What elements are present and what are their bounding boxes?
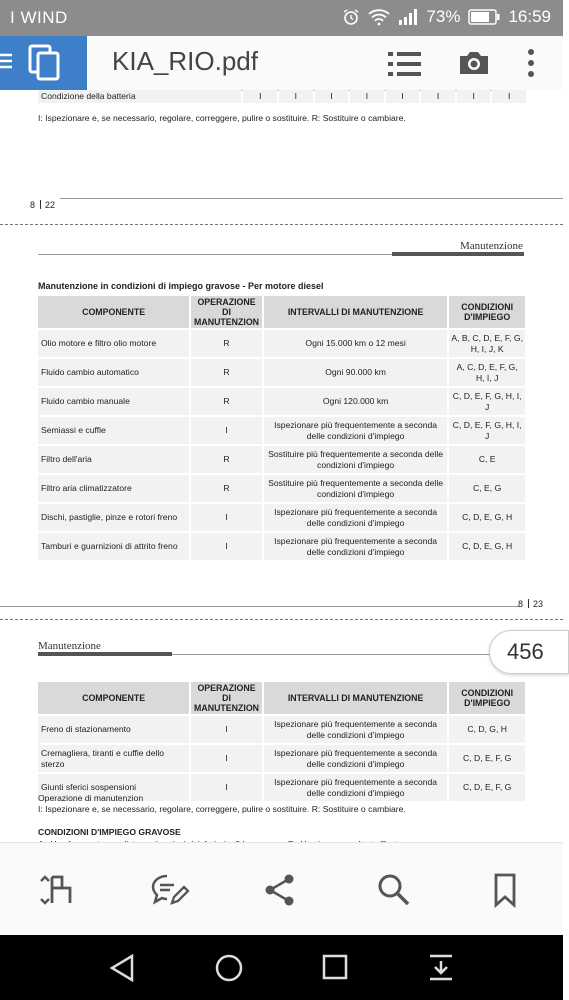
- cell-component: Giunti sferici sospensioni: [38, 774, 189, 801]
- alarm-icon: [342, 8, 360, 26]
- maintenance-table: [36, 680, 527, 803]
- table-row: [38, 359, 525, 386]
- cell-conditions: C, D, E, F, G: [449, 774, 525, 801]
- sidebar-toggle[interactable]: [0, 36, 87, 90]
- header-rule-thin: [172, 654, 525, 655]
- battery-icon: [468, 9, 500, 25]
- cell-component: Cremagliera, tiranti e cuffie dello sterzo: [38, 745, 189, 772]
- cell-component: Olio motore e filtro olio motore: [38, 330, 189, 357]
- table-row: [38, 716, 525, 743]
- conditions-title: CONDIZIONI D'IMPIEGO GRAVOSE: [38, 827, 181, 837]
- pdf-page-24: [0, 620, 563, 850]
- page-number: [30, 200, 55, 210]
- page-sub: 22: [45, 200, 56, 210]
- camera-icon[interactable]: [458, 50, 490, 76]
- cell-conditions: C, D, E, F, G, H, I, J: [449, 388, 525, 415]
- cell-interval: Sostituire più frequentemente a seconda delle condizioni d'impiego: [264, 475, 448, 502]
- table-row: [38, 330, 525, 357]
- page-indicator-number: 456: [507, 639, 544, 664]
- cell-interval: Ispezionare più frequentemente a seconda delle condizioni d'impiego: [264, 417, 448, 444]
- component-cell: Condizione della batteria: [38, 90, 241, 103]
- recents-icon[interactable]: [321, 953, 349, 981]
- cell-component: Filtro aria climatizzatore: [38, 475, 189, 502]
- system-navigation-bar: [0, 935, 563, 1000]
- cell-component: Freno di stazionamento: [38, 716, 189, 743]
- battery-percent: 73%: [426, 7, 461, 26]
- page-number: [518, 599, 543, 609]
- page-rule: [0, 606, 520, 607]
- maintenance-table-partial: [36, 88, 528, 105]
- section-header: Manutenzione: [38, 640, 101, 652]
- value-cell: I: [279, 90, 313, 103]
- cell-operation: I: [191, 716, 262, 743]
- pdf-page-22: [0, 90, 563, 215]
- cell-component: Tamburi e guarnizioni di attrito freno: [38, 533, 189, 560]
- page-rule: [60, 198, 563, 199]
- header-rule-thick: [392, 252, 524, 256]
- col-header: INTERVALLI DI MANUTENZIONE: [264, 296, 448, 328]
- legend-text: I: Ispezionare e, se necessario, regolare, correggere, pulire o sostituire. R: Sostituire o cambiare.: [38, 804, 406, 814]
- cell-operation: R: [191, 475, 262, 502]
- value-cell: I: [386, 90, 420, 103]
- cell-interval: Ispezionare più frequentemente a seconda delle condizioni d'impiego: [264, 533, 448, 560]
- cell-component: Filtro dell'aria: [38, 446, 189, 473]
- table-row: [38, 446, 525, 473]
- carrier-name: I WIND: [10, 8, 68, 27]
- value-cell: I: [421, 90, 455, 103]
- cell-operation: R: [191, 388, 262, 415]
- cell-interval: Ispezionare più frequentemente a seconda delle condizioni d'impiego: [264, 504, 448, 531]
- col-header: OPERAZIONE DI MANUTENZION: [191, 682, 262, 714]
- table-header-row: [38, 682, 525, 714]
- cell-conditions: C, D, E, F, G: [449, 745, 525, 772]
- cell-component: Fluido cambio automatico: [38, 359, 189, 386]
- list-icon[interactable]: [388, 50, 422, 78]
- cell-operation: I: [191, 504, 262, 531]
- pdf-page-23: [0, 225, 563, 609]
- wifi-icon: [368, 8, 390, 26]
- cell-interval: Sostituire più frequentemente a seconda delle condizioni d'impiego: [264, 446, 448, 473]
- cell-conditions: C, D, E, G, H: [449, 504, 525, 531]
- cell-operation: R: [191, 330, 262, 357]
- notifications-icon[interactable]: [427, 953, 455, 983]
- table-row: [38, 417, 525, 444]
- col-header: COMPONENTE: [38, 682, 189, 714]
- share-icon[interactable]: [263, 873, 297, 907]
- table-title: Manutenzione in condizioni di impiego gravose - Per motore diesel: [38, 281, 324, 291]
- cell-interval: Ispezionare più frequentemente a seconda delle condizioni d'impiego: [264, 745, 448, 772]
- header-rule-thin: [38, 254, 392, 255]
- cell-interval: Ispezionare più frequentemente a seconda delle condizioni d'impiego: [264, 716, 448, 743]
- section-header: Manutenzione: [460, 240, 523, 252]
- table-row: [38, 745, 525, 772]
- back-icon[interactable]: [108, 953, 136, 983]
- col-header: OPERAZIONE DI MANUTENZION: [191, 296, 262, 328]
- value-cell: I: [492, 90, 526, 103]
- page-chapter: 8: [518, 599, 524, 609]
- cell-interval: Ispezionare più frequentemente a seconda delle condizioni d'impiego: [264, 774, 448, 801]
- table-row: [38, 533, 525, 560]
- cell-component: Dischi, pastiglie, pinze e rotori freno: [38, 504, 189, 531]
- cell-conditions: C, E: [449, 446, 525, 473]
- col-header: INTERVALLI DI MANUTENZIONE: [264, 682, 448, 714]
- app-toolbar: [0, 36, 563, 91]
- cell-operation: R: [191, 359, 262, 386]
- cell-operation: I: [191, 417, 262, 444]
- fit-page-icon[interactable]: [38, 873, 74, 907]
- cell-operation: R: [191, 446, 262, 473]
- home-icon[interactable]: [214, 953, 244, 983]
- header-rule-thick: [38, 652, 172, 656]
- value-cell: I: [457, 90, 491, 103]
- signal-icon: [398, 8, 418, 26]
- cell-conditions: C, D, G, H: [449, 716, 525, 743]
- table-row: [38, 388, 525, 415]
- table-header-row: [38, 296, 525, 328]
- cell-interval: Ogni 15.000 km o 12 mesi: [264, 330, 448, 357]
- cell-interval: Ogni 120.000 km: [264, 388, 448, 415]
- page-indicator-badge[interactable]: [489, 630, 569, 674]
- value-cell: I: [243, 90, 277, 103]
- cell-interval: Ogni 90.000 km: [264, 359, 448, 386]
- cell-operation: I: [191, 774, 262, 801]
- operation-title: Operazione di manutenzion: [38, 793, 144, 803]
- table-row: [38, 504, 525, 531]
- clock-time: 16:59: [508, 7, 551, 26]
- table-row: [38, 90, 526, 103]
- legend-text: I: Ispezionare e, se necessario, regolare, correggere, pulire o sostituire. R: Sostituire o cambiare.: [38, 113, 406, 123]
- cell-conditions: A, C, D, E, F, G, H, I, J: [449, 359, 525, 386]
- status-bar: [0, 0, 563, 36]
- cell-operation: I: [191, 533, 262, 560]
- comment-icon[interactable]: [150, 873, 188, 907]
- cell-operation: I: [191, 745, 262, 772]
- table-row: [38, 475, 525, 502]
- more-vert-icon[interactable]: [527, 48, 535, 78]
- cell-component: Fluido cambio manuale: [38, 388, 189, 415]
- cell-conditions: A, B, C, D, E, F, G, H, I, J, K: [449, 330, 525, 357]
- value-cell: I: [315, 90, 349, 103]
- cell-component: Semiassi e cuffie: [38, 417, 189, 444]
- cell-conditions: C, D, E, F, G, H, I, J: [449, 417, 525, 444]
- cell-conditions: C, D, E, G, H: [449, 533, 525, 560]
- col-header: COMPONENTE: [38, 296, 189, 328]
- page-chapter: 8: [30, 200, 36, 210]
- bookmark-icon[interactable]: [493, 873, 517, 907]
- col-header: CONDIZIONI D'IMPIEGO: [449, 296, 525, 328]
- document-title: KIA_RIO.pdf: [112, 46, 258, 76]
- maintenance-table: [36, 294, 527, 562]
- col-header: CONDIZIONI D'IMPIEGO: [449, 682, 525, 714]
- status-icons: [342, 7, 551, 27]
- menu-icon: [0, 52, 14, 72]
- page-sub: 23: [533, 599, 544, 609]
- bottom-action-bar: [0, 842, 563, 936]
- value-cell: I: [350, 90, 384, 103]
- copy-icon: [28, 44, 62, 82]
- pdf-viewport[interactable]: [0, 90, 563, 842]
- search-icon[interactable]: [377, 873, 411, 907]
- cell-conditions: C, E, G: [449, 475, 525, 502]
